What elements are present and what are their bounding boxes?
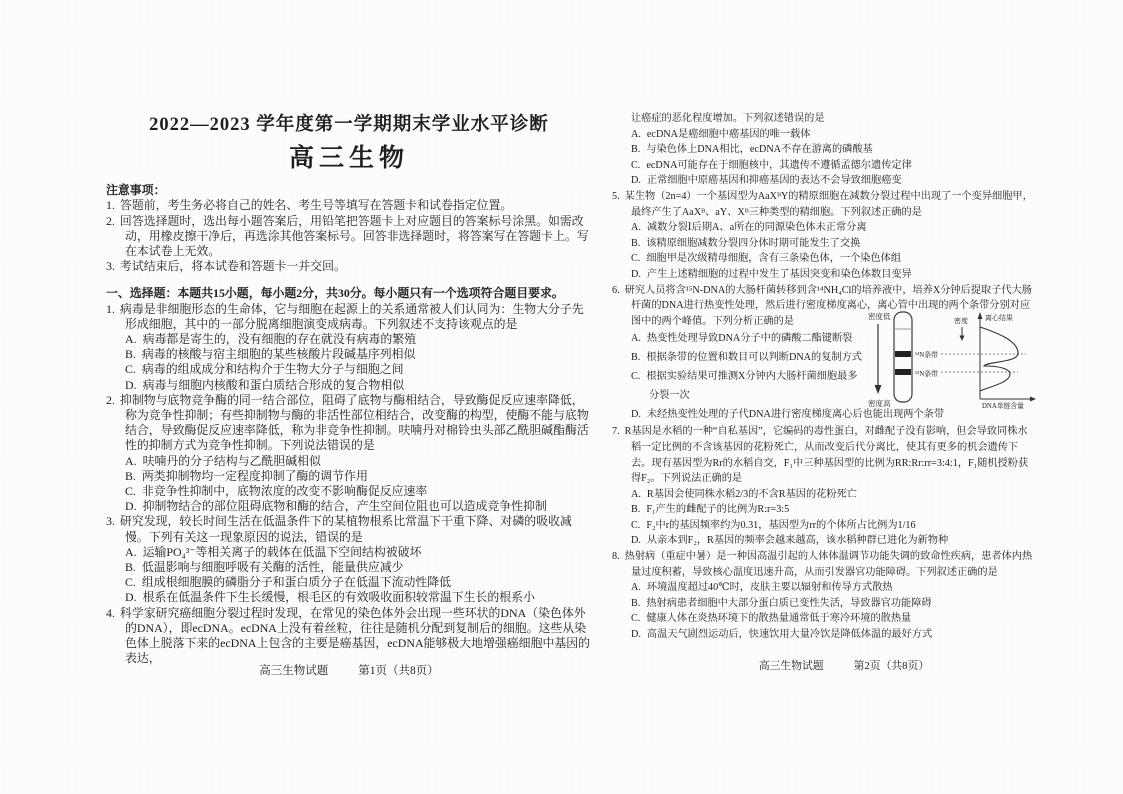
option-text: 从亲本到F₂，R基因的频率会越来越高，该水稻种群已进化为新物种 xyxy=(646,535,949,547)
question-number: 6. xyxy=(612,284,620,296)
question-stem xyxy=(612,424,1036,486)
question-number: 3. xyxy=(106,514,115,529)
option-label: B. xyxy=(125,347,136,362)
section-header: 一、选择题：本题共15小题，每小题2分，共30分。每小题只有一个选项符合题目要求。 xyxy=(106,286,564,301)
option-label: B. xyxy=(631,597,641,609)
notice-number: 3. xyxy=(106,259,115,274)
option-b xyxy=(106,347,592,362)
question-stem-text: 抑制物与底物竞争酶的同一结合部位，阻碍了底物与酶相结合，导致酶促反应速率降低，称为竞争性抑制；有些抑制物与酶的非活性部位相结合，改变酶的构型，使酶不能与底物结合，导致酶促反应速率降低，称为非竞争性抑制。呋喃丹对棉铃虫头部乙酰胆碱酯酶活性的抑制方式为竞争性抑制。下列说法错误的是 xyxy=(119,392,589,453)
option-d xyxy=(612,267,1036,283)
subject-title: 高三生物 xyxy=(288,145,409,173)
dna-peaks-curve xyxy=(980,327,1018,391)
option-text: 病毒与细胞内核酸和蛋白质结合形成的复合物相似 xyxy=(142,377,405,392)
option-text: 环境温度超过40℃时，皮肤主要以辐射和传导方式散热 xyxy=(646,582,893,594)
page-1 xyxy=(106,114,592,666)
option-text: 非竞争性抑制中，底物浓度的改变不影响酶促反应速率 xyxy=(141,483,428,498)
option-label: D. xyxy=(125,377,137,392)
option-text: 组成根细胞膜的磷脂分子和蛋白质分子在低温下流动性降低 xyxy=(141,575,452,590)
dna-band-15n xyxy=(895,369,911,375)
question-6 xyxy=(612,283,1036,425)
option-label: A. xyxy=(125,544,137,559)
question-stem xyxy=(612,111,1036,127)
option-label: C. xyxy=(631,159,641,171)
footer-title: 高三生物试题 xyxy=(259,665,329,677)
option-label: A. xyxy=(125,331,137,346)
question-4-part1 xyxy=(106,606,592,667)
option-label: A. xyxy=(631,333,641,345)
option-d xyxy=(612,533,1036,549)
option-label: C. xyxy=(125,483,136,498)
question-7 xyxy=(612,424,1036,549)
option-text: 抑制物结合的部位阻碍底物和酶的结合，产生空间位阻也可以造成竞争性抑制 xyxy=(142,499,547,514)
option-text: 两类抑制物均一定程度抑制了酶的调节作用 xyxy=(141,468,368,483)
option-a xyxy=(612,580,1036,596)
question-8 xyxy=(612,549,1036,643)
question-stem xyxy=(612,189,1036,220)
question-number: 2. xyxy=(106,392,115,407)
notice-item-3 xyxy=(106,259,592,274)
graph-y-arrowhead xyxy=(978,312,983,319)
option-label: B. xyxy=(631,237,641,249)
notice-text: 考试结束后，将本试卷和答题卡一并交回。 xyxy=(119,259,346,274)
option-text: 与染色体上DNA相比，ecDNA不存在游离的磷酸基 xyxy=(646,144,873,156)
option-c xyxy=(612,611,1036,627)
option-text: 低温影响与细胞呼吸有关酶的活性，能量供应减少 xyxy=(141,560,404,574)
option-a xyxy=(612,487,1036,503)
footer-page-number: 第1页（共8页） xyxy=(358,665,439,677)
option-c xyxy=(612,158,1036,174)
option-label: C. xyxy=(631,613,641,625)
notice-item-1 xyxy=(106,198,592,213)
notice-header: 注意事项： xyxy=(106,183,166,198)
option-text: ecDNA可能存在于细胞核中，其遗传不遵循孟德尔遗传定律 xyxy=(646,159,912,171)
density-down-arrowhead xyxy=(960,335,965,341)
option-b xyxy=(612,502,1036,518)
option-c xyxy=(612,518,1036,534)
band-14n-label: ¹⁴N条带 xyxy=(915,351,938,359)
option-label: D. xyxy=(631,629,641,641)
question-number: 5. xyxy=(612,190,620,202)
option-label: C. xyxy=(125,362,136,377)
option-text: 根据条带的位置和数目可以判断DNA的复制方式 xyxy=(646,352,862,364)
option-text: ecDNA是癌细胞中癌基因的唯一载体 xyxy=(646,128,811,140)
option-label: C. xyxy=(631,371,641,383)
question-5 xyxy=(612,189,1036,283)
option-label: B. xyxy=(631,504,641,516)
exam-title: 2022—2023 学年度第一学期期末学业水平诊断 xyxy=(149,115,549,135)
option-label: A. xyxy=(631,222,641,234)
option-label: D. xyxy=(631,268,641,280)
option-c xyxy=(612,251,1036,267)
page-1-footer xyxy=(106,662,592,678)
option-a xyxy=(612,220,1036,236)
notice-number: 1. xyxy=(106,198,115,213)
option-label: C. xyxy=(125,575,136,590)
question-stem-text: 科学家研究癌细胞分裂过程时发现，在常见的染色体外会出现一些环状的DNA（染色体外的DNA），即ecDNA。ecDNA上没有着丝粒，往往是随机分配到复制后的细胞。这些从染色体上脱落下来的ecDNA上包含的主要是癌基因，ecDNA能够极大地增强癌细胞中基因的表达， xyxy=(119,605,591,666)
question-stem xyxy=(106,514,592,544)
option-label: B. xyxy=(631,352,641,364)
option-d xyxy=(106,590,592,605)
option-text: 热变性处理导致DNA分子中的磷酸二酯键断裂 xyxy=(646,333,853,345)
option-b xyxy=(612,142,1036,158)
question-4-part2 xyxy=(612,111,1036,189)
question-stem-text: R基因是水稻的一种“自私基因”，它编码的毒性蛋白，对雌配子没有影响，但会导致同株水稻一定比例的不含该基因的花粉死亡，从而改变后代分离比，使其有更多的机会遗传下去。现有基因型为Rr的水稻自交，F₁中三种基因型的比例为RR:Rr:rr=3:4:1，F₁随机授粉获得F₂。下列说法正确的是 xyxy=(624,426,1029,485)
question-stem-text: 热射病（重症中暑）是一种因高温引起的人体体温调节功能失调的致命性疾病，患者体内热量过度积蓄，导致核心温度迅速升高，从而引发器官功能障碍。下列叙述正确的是 xyxy=(624,551,1033,578)
question-stem xyxy=(612,549,1036,580)
dna-band-14n xyxy=(895,351,911,357)
question-number: 8. xyxy=(612,551,620,563)
option-d xyxy=(106,378,592,393)
option-b xyxy=(106,560,592,575)
notice-item-2 xyxy=(106,214,592,260)
notice-text: 答题前，考生务必将自己的姓名、考生号等填写在答题卡和试卷指定位置。 xyxy=(119,198,513,213)
option-text: 根系在低温条件下生长缓慢，根毛区的有效吸收面积较常温下生长的根系小 xyxy=(142,590,535,605)
notice-text: 回答选择题时，选出每小题答案后，用铅笔把答题卡上对应题目的答案标号涂黑。如需改动，用橡皮擦干净后，再选涂其他答案标号。回答非选择题时，将答案写在答题卡上。写在本试卷上无效。 xyxy=(119,213,589,258)
option-text: F₁产生的雌配子的比例为R:r=3:5 xyxy=(646,504,790,516)
question-2 xyxy=(106,393,592,515)
option-text: 热射病患者细胞中大部分蛋白质已变性失活，导致器官功能障碍 xyxy=(646,597,932,609)
density-axis-label: 密度 xyxy=(954,316,968,325)
option-c xyxy=(106,362,592,377)
option-b xyxy=(612,596,1036,612)
question-number: 7. xyxy=(612,426,620,438)
option-c xyxy=(106,575,592,590)
question-stem-text: 某生物（2n=4）一个基因型为AaXᴮY的精原细胞在减数分裂过程中出现了一个变异细胞甲，最终产生了AaXᴮ、aY、Xᴮ三种类型的精细胞。下列叙述正确的是 xyxy=(624,190,1033,218)
option-text: 细胞甲是次级精母细胞，含有三条染色体，一个染色体组 xyxy=(646,253,902,265)
option-text: 运输PO₄³⁻等相关离子的载体在低温下空间结构被破坏 xyxy=(142,544,422,559)
option-c xyxy=(106,484,592,499)
question-stem-text: 研究人员将含¹⁵N-DNA的大肠杆菌转移到含¹⁴NH₄Cl的培养液中，培养X分钟后提取子代大肠杆菌的DNA进行热变性处理，然后进行密度梯度离心，离心管中出现的两个条带分别对应图中的两个峰值。下列分析正确的是 xyxy=(624,284,1032,327)
band-15n-label: ¹⁵N条带 xyxy=(915,370,938,378)
option-label: A. xyxy=(631,488,641,500)
option-label: A. xyxy=(125,453,137,468)
question-stem-text: 研究发现，较长时间生活在低温条件下的某植物根系比常温下干重下降、对磷的吸收减慢。下列有关这一现象原因的说法，错误的是 xyxy=(119,514,572,544)
option-label: C. xyxy=(631,519,641,531)
option-text: 健康人体在炎热环境下的散热量通常低于寒冷环境的散热量 xyxy=(646,613,912,625)
question-stem-text: 病毒是非细胞形态的生命体，它与细胞在起源上的关系通常被人们认同为：生物大分子先形成细胞，其中的一部分脱离细胞演变成病毒。下列叙述不支持该观点的是 xyxy=(119,301,584,331)
footer-page-number: 第2页（共8页） xyxy=(853,660,930,672)
density-low-label: 密度低 xyxy=(868,311,891,321)
question-number: 1. xyxy=(106,301,115,316)
question-stem xyxy=(106,393,592,454)
question-1 xyxy=(106,302,592,393)
option-d xyxy=(612,627,1036,643)
page-2-footer xyxy=(632,658,1056,673)
question-number: 4. xyxy=(106,605,115,620)
option-b xyxy=(612,236,1036,252)
option-text: 正常细胞中原癌基因和抑癌基因的表达不会导致细胞癌变 xyxy=(646,175,902,187)
option-label: A. xyxy=(631,582,641,594)
option-text: 根据实验结果可推测X分钟内大肠杆菌细胞最多分裂一次 xyxy=(646,371,858,402)
option-label: D. xyxy=(125,590,137,605)
option-d xyxy=(612,173,1036,189)
notice-number: 2. xyxy=(106,213,115,228)
option-text: 产生上述精细胞的过程中发生了基因突变和染色体数目变异 xyxy=(646,268,912,280)
option-label: D. xyxy=(125,499,137,514)
option-label: B. xyxy=(125,468,136,483)
question-3 xyxy=(106,514,592,605)
option-label: A. xyxy=(631,128,641,140)
page-2 xyxy=(612,111,1036,643)
option-label: B. xyxy=(125,560,136,574)
option-text: 病毒都是寄生的，没有细胞的存在就没有病毒的繁殖 xyxy=(142,331,417,346)
option-text: 未经热变性处理的子代DNA进行密度梯度离心后也能出现两个条带 xyxy=(646,409,945,421)
option-b xyxy=(106,469,592,484)
centrifugation-figure xyxy=(868,309,1036,409)
question-stem xyxy=(106,606,592,667)
option-d xyxy=(106,499,592,514)
option-text: 该精原细胞减数分裂四分体时期可能发生了交换 xyxy=(646,237,861,249)
option-label: B. xyxy=(631,144,641,156)
question-stem-text: 让癌症的恶化程度增加。下列叙述错误的是 xyxy=(631,113,825,124)
option-label: C. xyxy=(631,253,641,265)
option-text: 高温天气剧烈运动后，快速饮用大量冷饮是降低体温的最好方式 xyxy=(646,629,933,641)
x-axis-label: DNA单链含量 xyxy=(982,402,1024,409)
density-gradient-arrowhead xyxy=(875,385,882,394)
option-a xyxy=(106,454,592,469)
footer-title: 高三生物试题 xyxy=(758,660,824,672)
option-label: D. xyxy=(631,409,641,421)
option-text: R基因会使同株水稻2/3的不含R基因的花粉死亡 xyxy=(646,488,857,500)
question-stem xyxy=(106,302,592,332)
option-text: 病毒的组成成分和结构介于生物大分子与细胞之间 xyxy=(141,362,404,377)
centrifuge-result-label: 离心结果 xyxy=(985,313,1013,322)
option-text: 病毒的核酸与宿主细胞的某些核酸片段碱基序列相似 xyxy=(141,347,416,362)
graph-x-arrowhead xyxy=(1030,396,1036,401)
option-text: 呋喃丹的分子结构与乙酰胆碱相似 xyxy=(142,453,321,468)
option-a xyxy=(106,545,592,560)
option-text: F₂中r的基因频率约为0.31，基因型为rr的个体所占比例为1/16 xyxy=(646,519,916,531)
density-high-label: 密度高 xyxy=(868,398,891,408)
option-text: 减数分裂Ⅰ后期A、a所在的同源染色体未正常分离 xyxy=(646,222,867,234)
option-label: D. xyxy=(631,175,641,187)
option-a xyxy=(106,332,592,347)
option-label: D. xyxy=(631,535,641,547)
option-a xyxy=(612,127,1036,143)
